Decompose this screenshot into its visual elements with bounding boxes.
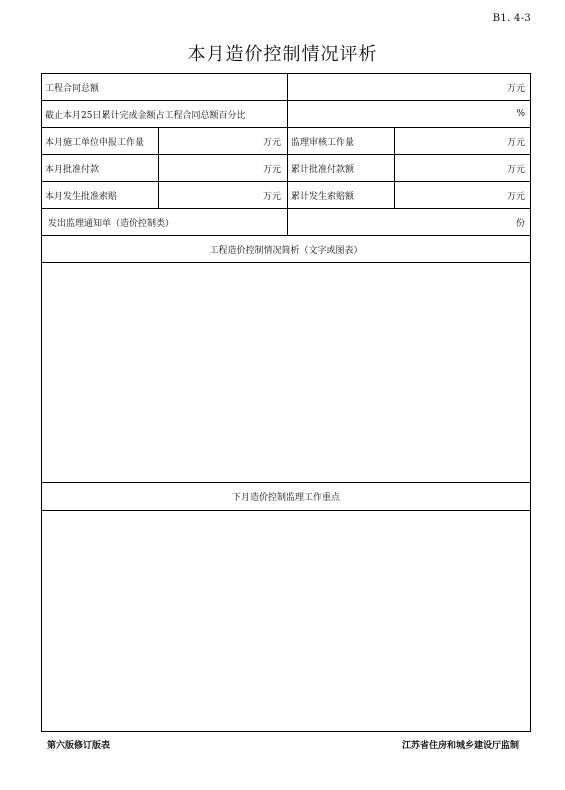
- cumulative-percent-field[interactable]: %: [516, 109, 525, 119]
- issuer-note: 江苏省住房和城乡建设厅监制: [401, 741, 519, 751]
- contract-total-label: 工程合同总额: [42, 74, 288, 100]
- notices-field[interactable]: 份: [515, 218, 525, 229]
- cumulative-percent-row: [42, 101, 530, 128]
- notices-label: 发出监理通知单（造价控制类）: [42, 209, 288, 235]
- notices-row: [42, 209, 530, 236]
- reported-work-field[interactable]: 万元: [159, 128, 288, 154]
- cost-control-form: [41, 73, 531, 732]
- approved-payment-label: 本月批准付款: [42, 155, 159, 181]
- analysis-section-title: 工程造价控制情况简析（文字或图表）: [209, 245, 363, 256]
- analysis-text-area[interactable]: [42, 263, 530, 483]
- edition-note: 第六版修订版表: [47, 741, 111, 751]
- approved-claims-label: 本月发生批准索赔: [42, 182, 159, 208]
- cumulative-payment-label: 累计批准付款额: [288, 155, 395, 181]
- cumulative-claims-label: 累计发生索赔额: [288, 182, 395, 208]
- payment-row: [42, 155, 530, 182]
- claims-row: [42, 182, 530, 209]
- approved-claims-field[interactable]: 万元: [159, 182, 288, 208]
- work-volume-row: [42, 128, 530, 155]
- contract-total-field[interactable]: 万元: [506, 83, 525, 94]
- audited-work-field[interactable]: 万元: [506, 137, 525, 148]
- reported-work-label: 本月施工单位申报工作量: [42, 128, 159, 154]
- cumulative-claims-field[interactable]: 万元: [506, 191, 525, 202]
- contract-total-row: [42, 74, 530, 101]
- cumulative-percent-label: 截止本月25日累计完成金额占工程合同总额百分比: [42, 101, 288, 127]
- approved-payment-field[interactable]: 万元: [159, 155, 288, 181]
- next-month-section-header: [42, 483, 530, 511]
- form-code: B1. 4-3: [492, 13, 531, 24]
- next-month-section-title: 下月造价控制监理工作重点: [231, 493, 340, 503]
- page-title: 本月造价控制情况评析: [187, 44, 378, 65]
- analysis-section-header: [42, 236, 530, 263]
- cumulative-payment-field[interactable]: 万元: [506, 164, 525, 175]
- next-month-text-area[interactable]: [42, 511, 530, 730]
- audited-work-label: 监理审核工作量: [288, 128, 395, 154]
